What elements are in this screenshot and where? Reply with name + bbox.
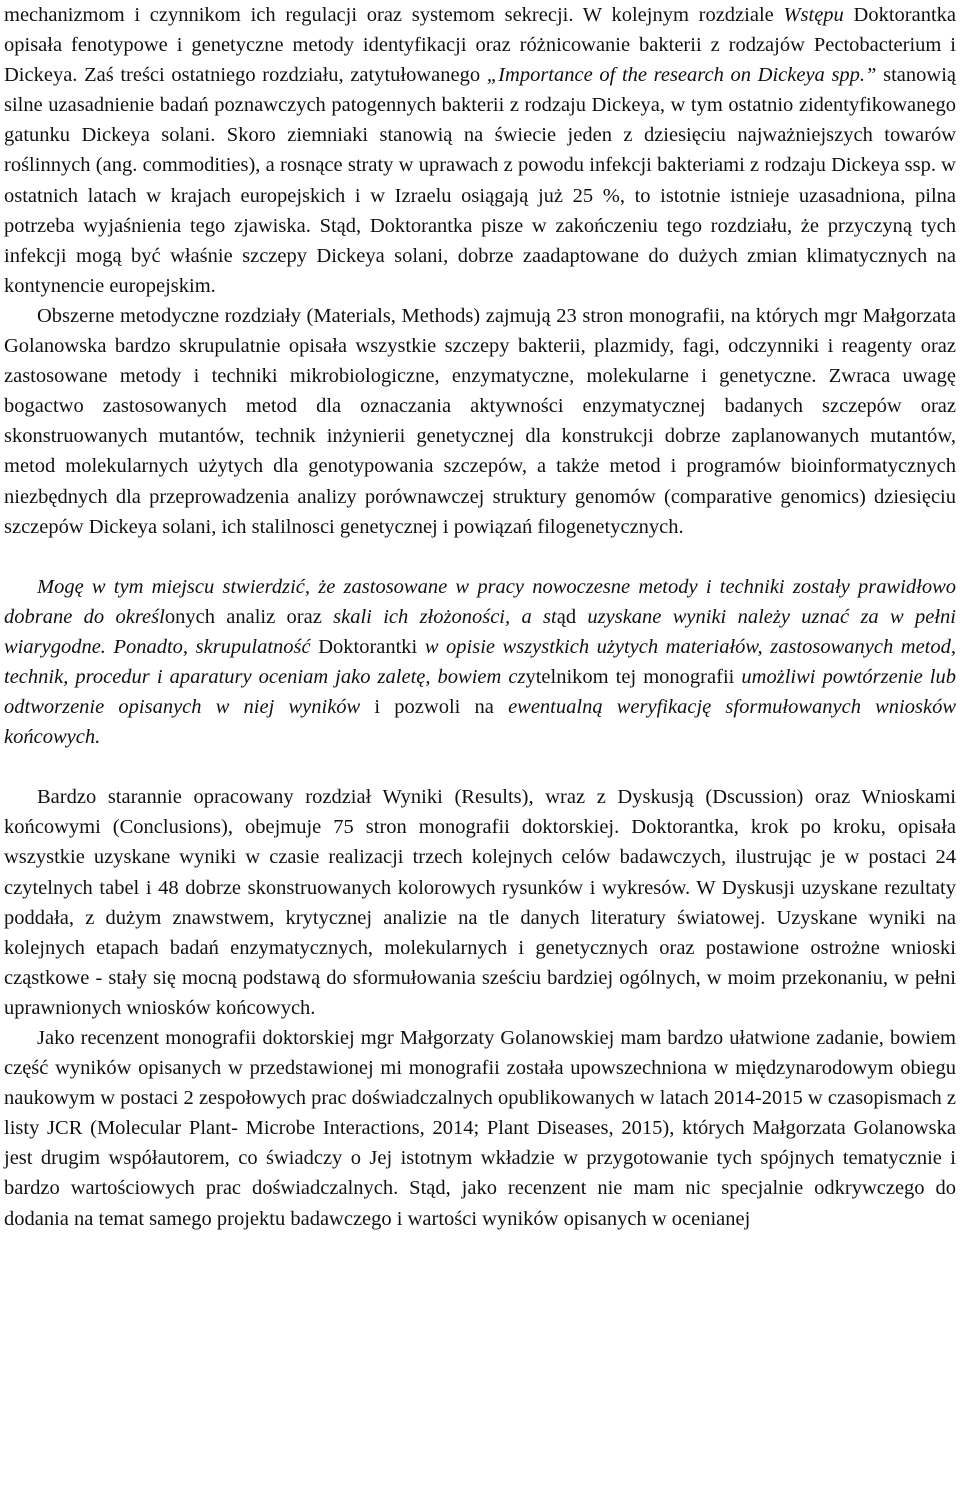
text-run: Doktorantki [318, 635, 425, 658]
paragraph-2: Obszerne metodyczne rozdziały (Materials, Methods) zajmują 23 stron monografii, na których mgr Małgorzata Golanowska bardzo skrupulatnie opisała wszystkie szczepy bakterii, plazmidy, fagi, odczynniki i reagenty oraz zastosowane metody i techniki mikrobiologiczne, enzymatyczne, molekularne i genetyczne. Zwraca uwagę bogactwo zastosowanych metod dla oznaczania aktywności enzymatycznej badanych szczepów oraz skonstruowanych mutantów, technik inżynierii genetycznej dla konstrukcji dobrze zaplanowanych mutantów, metod molekularnych użytych dla genotypowania szczepów, a także metod i programów bioinformatycznych niezbędnych dla przeprowadzenia analizy porównawczej struktury genomów (comparative genomics) dziesięciu szczepów Dickeya solani, ich stalilnosci genetycznej i powiązań filogenetycznych. [4, 304, 956, 538]
text-run: stanowią silne uzasadnienie badań poznawczych patogennych bakterii z rodzaju Dickeya, w tym ostatnio zidentyfikowanego gatunku Dickeya solani. Skoro ziemniaki stanowią na świecie jeden z dziesięciu najważniejszych towarów roślinnych (ang. commodities), a rosnące straty w uprawach z powodu infekcji bakteriami z rodzaju Dickeya ssp. w ostatnich latach w krajach europejskich i w Izraelu osiągają już 25 %, to istotnie istnieje uzasadniona, pilna potrzeba wyjaśnienia tego zjawiska. Stąd, Doktorantka pisze w zakończeniu tego rozdziału, że przyczyną tych infekcji mogą być właśnie szczepy Dickeya solani, dobrze zaadaptowane do dużych zmian klimatycznych na kontynencie europejskim. [4, 64, 956, 297]
text-run: i pozwoli na [360, 696, 509, 719]
text-run-italic: Wstępu [783, 4, 844, 26]
text-run-italic: umożliwi powtórzenie lub odtworzenie opisanych w niej wyników [4, 665, 956, 719]
text-run: ytelnikom tej monografii [525, 665, 742, 688]
chapter-title-italic: „Importance of the research on Dickeya spp.” [486, 64, 877, 87]
paragraph-1 [4, 0, 956, 301]
paragraph-4: Bardzo starannie opracowany rozdział Wyniki (Results), wraz z Dyskusją (Dscussion) oraz Wnioskami końcowymi (Conclusions), obejmuje 75 stron monografii doktorskiej. Doktorantka, krok po kroku, opisała wszystkie uzyskane wyniki w czasie realizacji trzech kolejnych celów badawczych, ilustrując je w postaci 24 czytelnych tabel i 48 dobrze skonstruowanych kolorowych rysunków i wykresów. W Dyskusji uzyskane rezultaty poddała, z dużym znawstwem, krytycznej analizie na tle danych literatury światowej. Uzyskane wyniki na kolejnych etapach badań enzymatycznych, molekularnych i genetycznych oraz postawione ostrożne wnioski cząstkowe - stały się mocną podstawą do sformułowania sześciu bardziej ogólnych, w moim przekonaniu, w pełni uprawnionych wniosków końcowych. [4, 786, 956, 1019]
text-run-italic: skali ich złożoności, a st [333, 605, 557, 628]
text-run: mechanizmom i czynnikom ich regulacji oraz systemom sekrecji. W kolejnym rozdziale [4, 4, 784, 26]
paragraph-5: Jako recenzent monografii doktorskiej mgr Małgorzaty Golanowskiej mam bardzo ułatwione zadanie, bowiem część wyników opisanych w przedstawionej mi monografii została upowszechniona w międzynarodowym obiegu naukowym w postaci 2 zespołowych prac doświadczalnych opublikowanych w latach 2014-2015 w czasopismach z listy JCR (Molecular Plant- Microbe Interactions, 2014; Plant Diseases, 2015), których Małgorzata Golanowska jest drugim współautorem, co świadczy o Jej istotnym wkładzie w przygotowanie tych spójnych tematycznie i bardzo wartościowych prac doświadczalnych. Stąd, jako recenzent nie mam nic specjalnie odkrywczego do dodania na temat samego projektu badawczego i wartości wyników opisanych w ocenianej [4, 1027, 956, 1230]
text-run-italic: w opisie wszystkich użytych materiałów, zastosowanych metod, technik, procedur i aparatury oceniam jako zaletę, bowiem cz [4, 635, 956, 688]
text-run-italic: Mogę w tym miejscu stwierdzić, że zastosowane w pracy nowoczesne metody i techniki zostały prawidłowo dobrane do określ [4, 575, 956, 628]
text-run: ąd [556, 605, 588, 628]
paragraph-spacer [4, 542, 956, 572]
text-run-italic: uzyskane wyniki należy uznać za w pełni wiarygodne. Ponadto, skrupulatność [4, 605, 957, 658]
text-run: onych analiz oraz [164, 605, 334, 628]
text-run: Doktorantka opisała fenotypowe i genetyczne metody identyfikacji oraz różnicowanie bakterii z rodzajów Pectobacterium i Dickeya. Zaś treści ostatniego rozdziału, zatytułowanego [4, 4, 956, 87]
paragraph-3 [4, 572, 956, 753]
paragraph-spacer [4, 752, 956, 782]
text-run-italic: ewentualną weryfikację sformułowanych wniosków końcowych. [4, 696, 956, 749]
